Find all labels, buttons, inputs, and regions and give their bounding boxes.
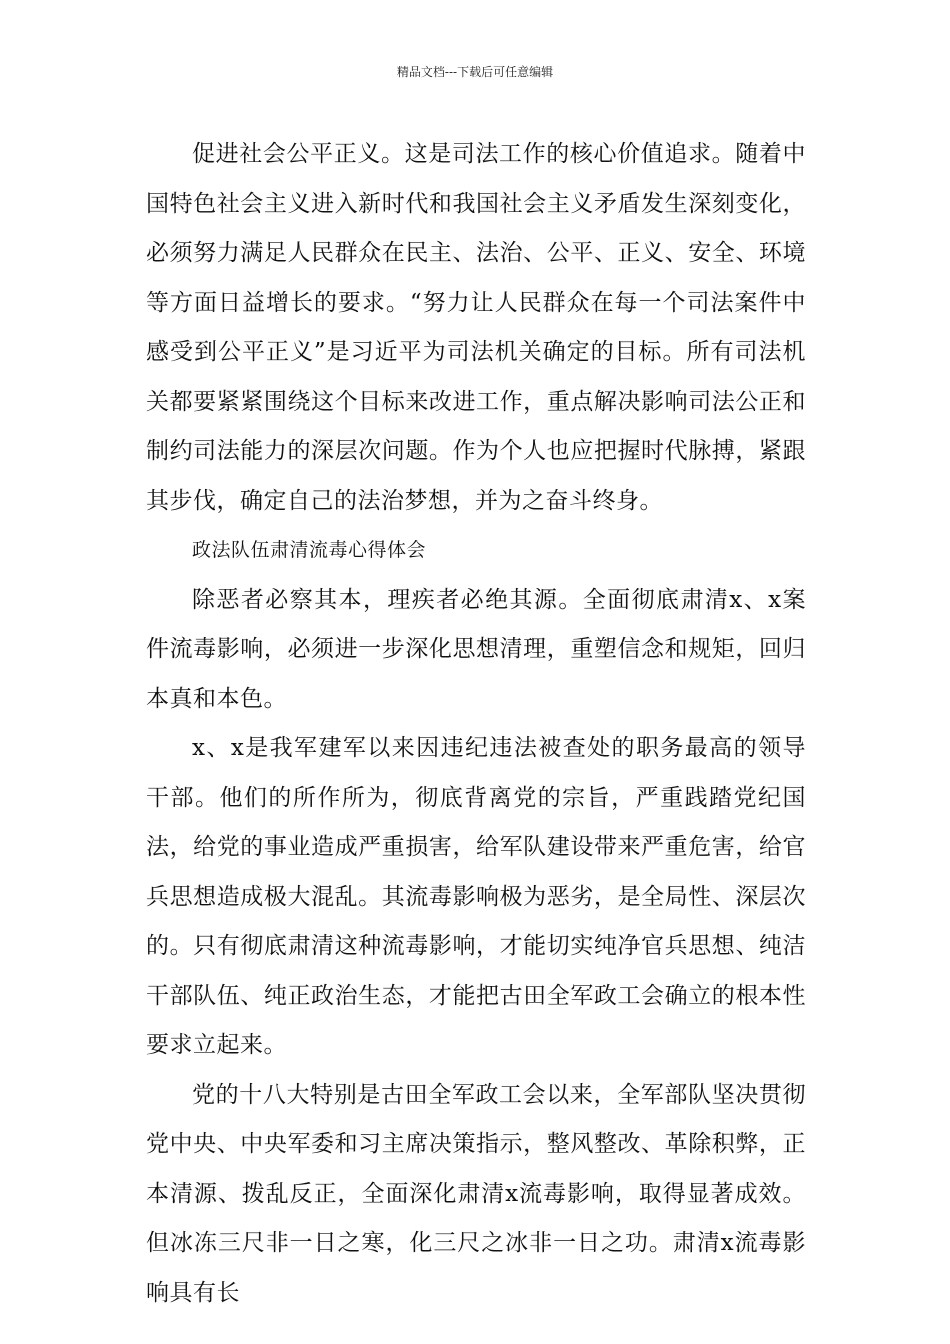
document-body <box>146 130 806 1318</box>
page-header: 精品文档---下载后可任意编辑 <box>396 65 554 79</box>
paragraph-justice: 促进社会公平正义。这是司法工作的核心价值追求。随着中国特色社会主义进入新时代和我国社会主义矛盾发生深刻变化，必须努力满足人民群众在民主、法治、公平、正义、安全、环境等方面日益增长的要求。“努力让人民群众在每一个司法案件中感受到公平正义”是习近平为司法机关确定的目标。所有司法机关都要紧紧围绕这个目标来改进工作，重点解决影响司法公正和制约司法能力的深层次问题。作为个人也应把握时代脉搏，紧跟其步伐，确定自己的法治梦想，并为之奋斗终身。 <box>146 141 806 514</box>
section-heading: 政法队伍肃清流毒心得体会 <box>192 539 427 561</box>
paragraph-party-congress: 党的十八大特别是古田全军政工会以来，全军部队坚决贯彻党中央、中央军委和习主席决策指示，整风整改、革除积弊，正本清源、拨乱反正，全面深化肃清x流毒影响，取得显著成效。但冰冻三尺非一日之寒，化三尺之冰非一日之功。肃清x流毒影响具有长 <box>146 1081 806 1306</box>
paragraph-eliminate-evil: 除恶者必察其本，理疾者必绝其源。全面彻底肃清x、x案件流毒影响，必须进一步深化思想清理，重塑信念和规矩，回归本真和本色。 <box>146 586 806 712</box>
paragraph-leaders: x、x是我军建军以来因违纪违法被查处的职务最高的领导干部。他们的所作所为，彻底背离党的宗旨，严重践踏党纪国法，给党的事业造成严重损害，给军队建设带来严重危害，给官兵思想造成极大混乱。其流毒影响极为恶劣，是全局性、深层次的。只有彻底肃清这种流毒影响，才能切实纯净官兵思想、纯洁干部队伍、纯正政治生态，才能把古田全军政工会确立的根本性要求立起来。 <box>146 735 806 1058</box>
